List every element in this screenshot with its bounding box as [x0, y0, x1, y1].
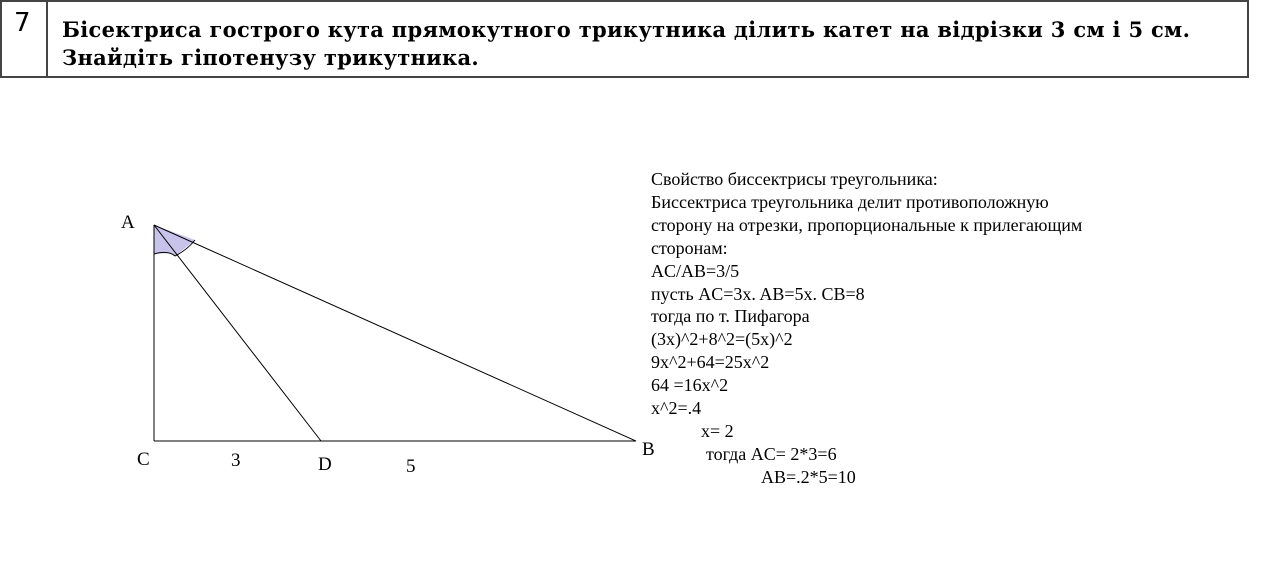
- vertex-label-d: D: [318, 454, 332, 475]
- hypotenuse-ab: [154, 225, 636, 441]
- solution-line: тогда AC= 2*3=6: [706, 443, 837, 464]
- solution-line: x= 2: [701, 420, 734, 441]
- solution-line: Свойство биссектрисы треугольника:: [651, 169, 938, 189]
- bisector-ad: [154, 225, 321, 441]
- vertex-label-c: C: [137, 449, 150, 470]
- vertex-label-a: A: [121, 212, 135, 233]
- solution-text: [651, 168, 1082, 489]
- solution-line: 64 =16x^2: [651, 375, 729, 396]
- solution-line: сторонам:: [651, 237, 728, 258]
- solution-line: (3x)^2+8^2=(5x)^2: [651, 329, 793, 350]
- solution-line: 9x^2+64=25x^2: [651, 352, 770, 373]
- solution-line: x^2=.4: [651, 398, 702, 419]
- solution-line: Биссектриса треугольника делит противоположную: [651, 191, 1049, 212]
- problem-number: 7: [14, 8, 31, 38]
- segment-label-cd: 3: [231, 450, 241, 471]
- problem-line-2: Знайдіть гіпотенузу трикутника.: [62, 45, 480, 70]
- solution-line: AB=.2*5=10: [761, 466, 856, 487]
- solution-line: AC/AB=3/5: [651, 260, 740, 281]
- vertex-label-b: B: [642, 439, 655, 460]
- solution-line: пусть AC=3x. AB=5x. CB=8: [651, 283, 865, 304]
- solution-line: сторону на отрезки, пропорциональные к прилегающим: [651, 214, 1083, 235]
- solution-line: тогда по т. Пифагора: [651, 306, 810, 327]
- segment-label-db: 5: [406, 456, 416, 477]
- problem-line-1: Бісектриса гострого кута прямокутного трикутника ділить катет на відрізки 3 см і 5 см.: [62, 17, 1191, 42]
